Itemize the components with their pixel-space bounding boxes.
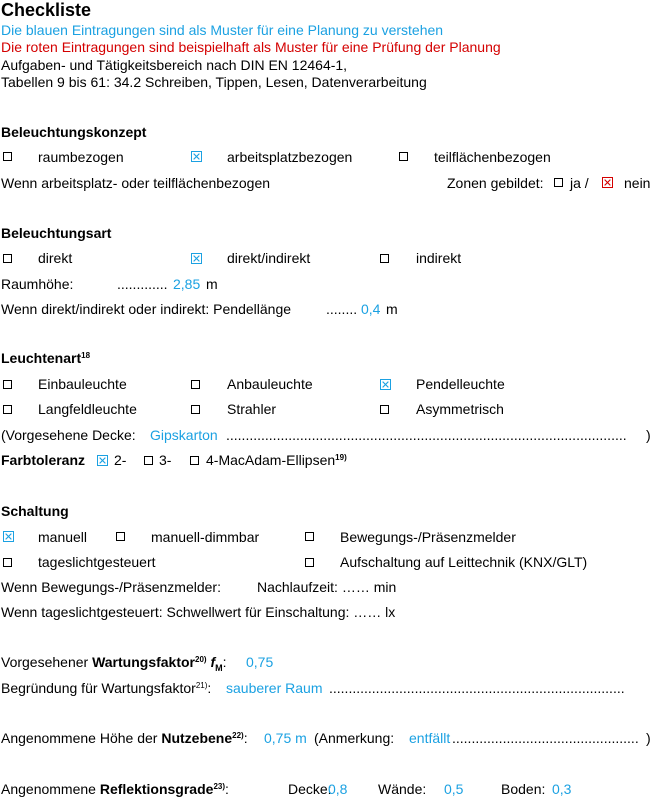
checkbox-bewegungsmelder[interactable]	[305, 532, 314, 541]
nutzebene-note-dots: ................................................	[452, 730, 639, 746]
boden-label: Boden:	[501, 781, 546, 797]
label-direkt: direkt	[38, 250, 73, 266]
checked-x-icon	[98, 456, 107, 465]
nutzebene-value[interactable]: 0,75 m	[264, 730, 307, 746]
checkbox-raumbezogen[interactable]	[3, 152, 12, 161]
scope-line-1: Aufgaben- und Tätigkeitsbereich nach DIN EN 12464-1,	[1, 57, 348, 73]
nutzebene-note-label: (Anmerkung:	[314, 730, 395, 746]
label-raumbezogen: raumbezogen	[38, 149, 124, 165]
decke-label: Decke:	[288, 781, 332, 797]
checkbox-manuell-dimmbar[interactable]	[116, 532, 125, 541]
checked-x-icon	[192, 254, 201, 263]
label-bewegungsmelder: Bewegungs-/Präsenzmelder	[340, 529, 516, 545]
checkbox-langfeldleuchte[interactable]	[3, 405, 12, 414]
wartungsfaktor-value[interactable]: 0,75	[246, 654, 274, 670]
ceiling-value[interactable]: Gipskarton	[150, 427, 218, 443]
checkbox-farb-2[interactable]	[97, 455, 108, 466]
section-heading-schaltung: Schaltung	[1, 503, 69, 519]
checkbox-indirekt[interactable]	[380, 254, 389, 263]
farb-2-label: 2-	[114, 452, 127, 468]
waende-value[interactable]: 0,5	[444, 781, 464, 797]
room-height-label: Raumhöhe:	[1, 276, 74, 292]
label-teilflaechenbezogen: teilflächenbezogen	[434, 149, 551, 165]
label-asymmetrisch: Asymmetrisch	[416, 401, 504, 417]
checkbox-zones-no[interactable]	[602, 177, 613, 188]
label-strahler: Strahler	[227, 401, 277, 417]
wartung-reason-line: Begründung für Wartungsfaktor$^{21)}$:	[1, 680, 212, 696]
checkbox-manuell[interactable]	[3, 531, 14, 542]
label-manuell-dimmbar: manuell-dimmbar	[151, 529, 260, 545]
waende-label: Wände:	[378, 781, 427, 797]
label-langfeldleuchte: Langfeldleuchte	[38, 401, 137, 417]
label-arbeitsplatzbezogen: arbeitsplatzbezogen	[227, 149, 353, 165]
label-tageslichtgesteuert: tageslichtgesteuert	[38, 554, 156, 570]
room-height-value[interactable]: 2,85	[173, 276, 201, 292]
section-heading-art: Beleuchtungsart	[1, 225, 112, 241]
zones-no-label: nein	[624, 175, 651, 191]
zones-yes-label: ja /	[570, 175, 589, 191]
pendant-value[interactable]: 0,4	[361, 301, 381, 317]
farb-3-label: 3-	[159, 452, 172, 468]
checkbox-direkt[interactable]	[3, 254, 12, 263]
wartung-reason-dots: ............................................................................	[329, 680, 625, 696]
note-red: Die roten Eintragungen sind beispielhaft als Muster für eine Prüfung der Planung	[1, 39, 501, 55]
checked-x-icon	[381, 380, 390, 389]
section-heading-leuchtenart: Leuchtenart$^{18}$	[1, 350, 91, 366]
room-height-unit: m	[206, 276, 218, 292]
scope-line-2: Tabellen 9 bis 61: 34.2 Schreiben, Tippen, Lesen, Datenverarbeitung	[1, 74, 427, 90]
nutzebene-note-close: )	[646, 730, 651, 746]
motion-nachlaufzeit: Nachlaufzeit: …… min	[257, 579, 397, 595]
wartung-reason-value[interactable]: sauberer Raum	[226, 680, 323, 696]
section-heading-konzept: Beleuchtungskonzept	[1, 124, 147, 140]
motion-label: Wenn Bewegungs-/Präsenzmelder:	[1, 579, 221, 595]
pendant-unit: m	[386, 301, 398, 317]
zones-label: Zonen gebildet:	[447, 175, 544, 191]
decke-value[interactable]: 0,8	[328, 781, 348, 797]
checkbox-farb-3[interactable]	[144, 456, 153, 465]
page-title: Checkliste	[1, 0, 92, 20]
checkbox-zones-yes[interactable]	[554, 178, 563, 187]
label-pendelleuchte: Pendelleuchte	[416, 376, 505, 392]
label-direkt-indirekt: direkt/indirekt	[227, 250, 311, 266]
checkbox-arbeitsplatzbezogen[interactable]	[191, 151, 202, 162]
checkbox-farb-4[interactable]	[190, 456, 199, 465]
label-manuell: manuell	[38, 529, 88, 545]
pendant-dots: ........	[326, 301, 358, 317]
ceiling-close: )	[646, 427, 651, 443]
farb-4-label: 4-MacAdam-Ellipsen$^{19)}$	[206, 452, 347, 468]
farbtoleranz-label: Farbtoleranz	[1, 452, 86, 468]
label-leittechnik: Aufschaltung auf Leittechnik (KNX/GLT)	[340, 554, 588, 570]
checkbox-anbauleuchte[interactable]	[191, 380, 200, 389]
ceiling-dots: .......................................................................................................	[226, 427, 627, 443]
zone-question: Wenn arbeitsplatz- oder teilflächenbezogen	[1, 175, 271, 191]
checkbox-leittechnik[interactable]	[305, 558, 314, 567]
reflektion-line: Angenommene Reflektionsgrade$^{23)}$:	[1, 781, 229, 797]
checkbox-pendelleuchte[interactable]	[380, 379, 391, 390]
ceiling-label: (Vorgesehene Decke:	[1, 427, 136, 443]
note-blue: Die blauen Eintragungen sind als Muster für eine Planung zu verstehen	[1, 22, 444, 38]
daylight-threshold: Wenn tageslichtgesteuert: Schwellwert für Einschaltung: …… lx	[1, 604, 396, 620]
checked-x-icon	[603, 178, 612, 187]
checked-x-icon	[4, 532, 13, 541]
label-anbauleuchte: Anbauleuchte	[227, 376, 313, 392]
nutzebene-note-value[interactable]: entfällt	[409, 730, 451, 746]
checkbox-asymmetrisch[interactable]	[380, 405, 389, 414]
pendant-label: Wenn direkt/indirekt oder indirekt: Pendellänge	[1, 301, 292, 317]
checkbox-einbauleuchte[interactable]	[3, 380, 12, 389]
checkbox-direkt-indirekt[interactable]	[191, 253, 202, 264]
boden-value[interactable]: 0,3	[552, 781, 572, 797]
checkbox-teilflaechenbezogen[interactable]	[399, 152, 408, 161]
checkbox-tageslichtgesteuert[interactable]	[3, 558, 12, 567]
label-indirekt: indirekt	[416, 250, 462, 266]
checked-x-icon	[192, 152, 201, 161]
room-height-dots: .............	[117, 276, 168, 292]
label-einbauleuchte: Einbauleuchte	[38, 376, 127, 392]
wartungsfaktor-line: Vorgesehener Wartungsfaktor$^{20)}$ $f_M$:	[1, 654, 227, 673]
nutzebene-line: Angenommene Höhe der Nutzebene$^{22)}$:	[1, 730, 248, 746]
checkbox-strahler[interactable]	[191, 405, 200, 414]
